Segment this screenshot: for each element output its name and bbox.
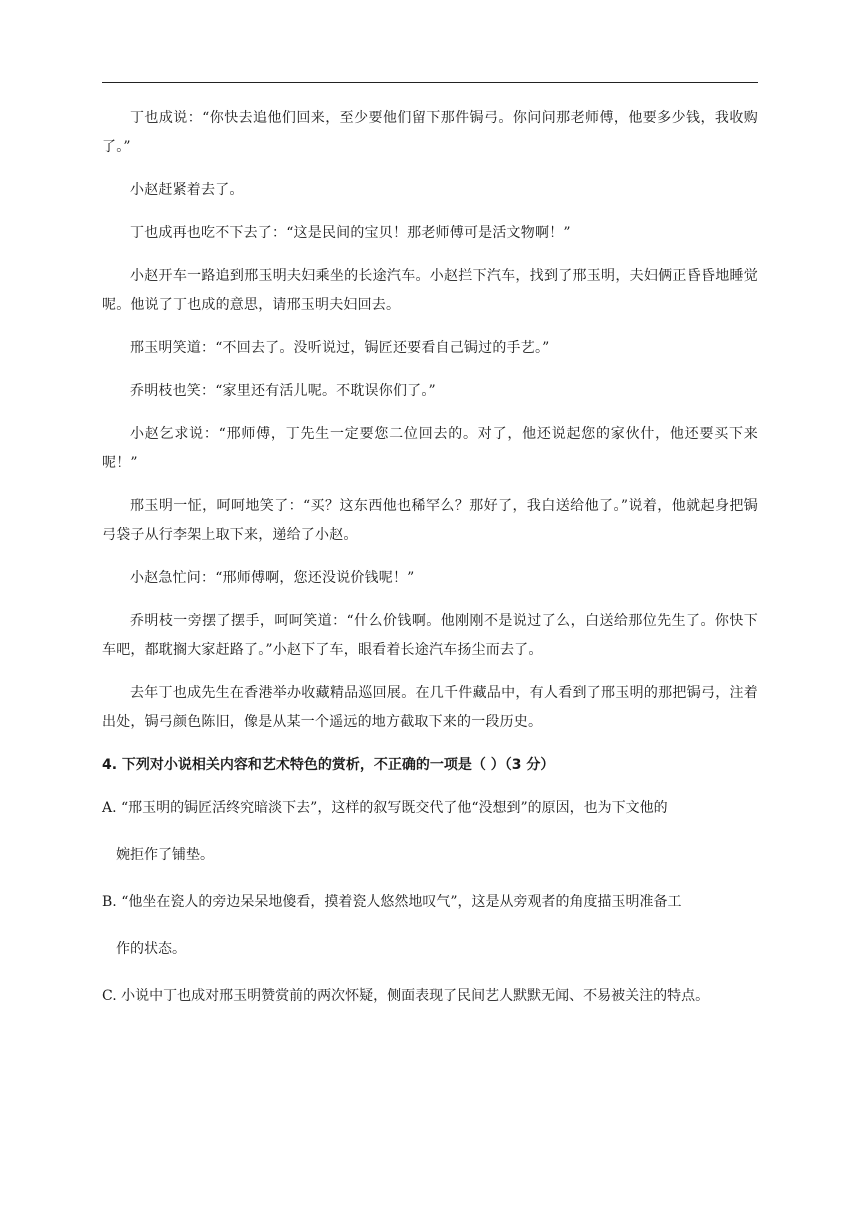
option-c-text: C. 小说中丁也成对邢玉明赞赏前的两次怀疑，侧面表现了民间艺人默默无闻、不易被关注的特点。 <box>102 988 710 1004</box>
story-paragraph: 小赵赶紧着去了。 <box>130 182 244 198</box>
story-paragraph: 小赵乞求说：“邢师傅，丁先生一定要您二位回去的。对了，他还说起您的家伙什，他还要买下来呢！” <box>102 426 758 471</box>
option-b <box>102 888 758 964</box>
story-paragraph: 丁也成再也吃不下去了：“这是民间的宝贝！那老师傅可是活文物啊！” <box>130 225 571 241</box>
option-b-continuation: 作的状态。 <box>116 941 186 957</box>
option-c <box>102 982 758 1011</box>
story-paragraph: 邢玉明笑道：“不回去了。没听说过，锔匠还要看自己锔过的手艺。” <box>130 340 550 356</box>
question-stem: 4. 下列对小说相关内容和艺术特色的赏析，不正确的一项是（ ）（3 分） <box>102 757 555 773</box>
option-b-text: B. “他坐在瓷人的旁边呆呆地傻看，摸着瓷人悠然地叹气”，这是从旁观者的角度描玉明准备工 <box>102 894 682 910</box>
story-paragraph: 乔明枝也笑：“家里还有活儿呢。不耽误你们了。” <box>130 383 436 399</box>
story-paragraph: 去年丁也成先生在香港举办收藏精品巡回展。在几千件藏品中，有人看到了邢玉明的那把锔弓，注着出处，锔弓颜色陈旧，像是从某一个遥远的地方截取下来的一段历史。 <box>102 685 758 730</box>
main-content <box>102 104 758 1029</box>
story-paragraph: 邢玉明一怔，呵呵地笑了：“买？这东西他也稀罕么？那好了，我白送给他了。”说着，他就起身把锔弓袋子从行李架上取下来，递给了小赵。 <box>102 498 758 543</box>
option-a <box>102 794 758 870</box>
story-paragraph: 小赵开车一路追到邢玉明夫妇乘坐的长途汽车。小赵拦下汽车，找到了邢玉明，夫妇俩正昏昏地睡觉呢。他说了丁也成的意思，请邢玉明夫妇回去。 <box>102 268 758 313</box>
story-paragraph: 丁也成说：“你快去追他们回来，至少要他们留下那件锔弓。你问问那老师傅，他要多少钱，我收购了。” <box>102 110 758 155</box>
story-paragraph: 乔明枝一旁摆了摆手，呵呵笑道：“什么价钱啊。他刚刚不是说过了么，白送给那位先生了。你快下车吧，都耽搁大家赶路了。”小赵下了车，眼看着长途汽车扬尘而去了。 <box>102 613 758 658</box>
story-paragraph: 小赵急忙问：“邢师傅啊，您还没说价钱呢！” <box>130 570 415 586</box>
header-divider <box>102 82 758 83</box>
option-a-text: A. “邢玉明的锔匠活终究暗淡下去”，这样的叙写既交代了他“没想到”的原因，也为下文他的 <box>102 800 668 816</box>
option-a-continuation: 婉拒作了铺垫。 <box>116 847 214 863</box>
